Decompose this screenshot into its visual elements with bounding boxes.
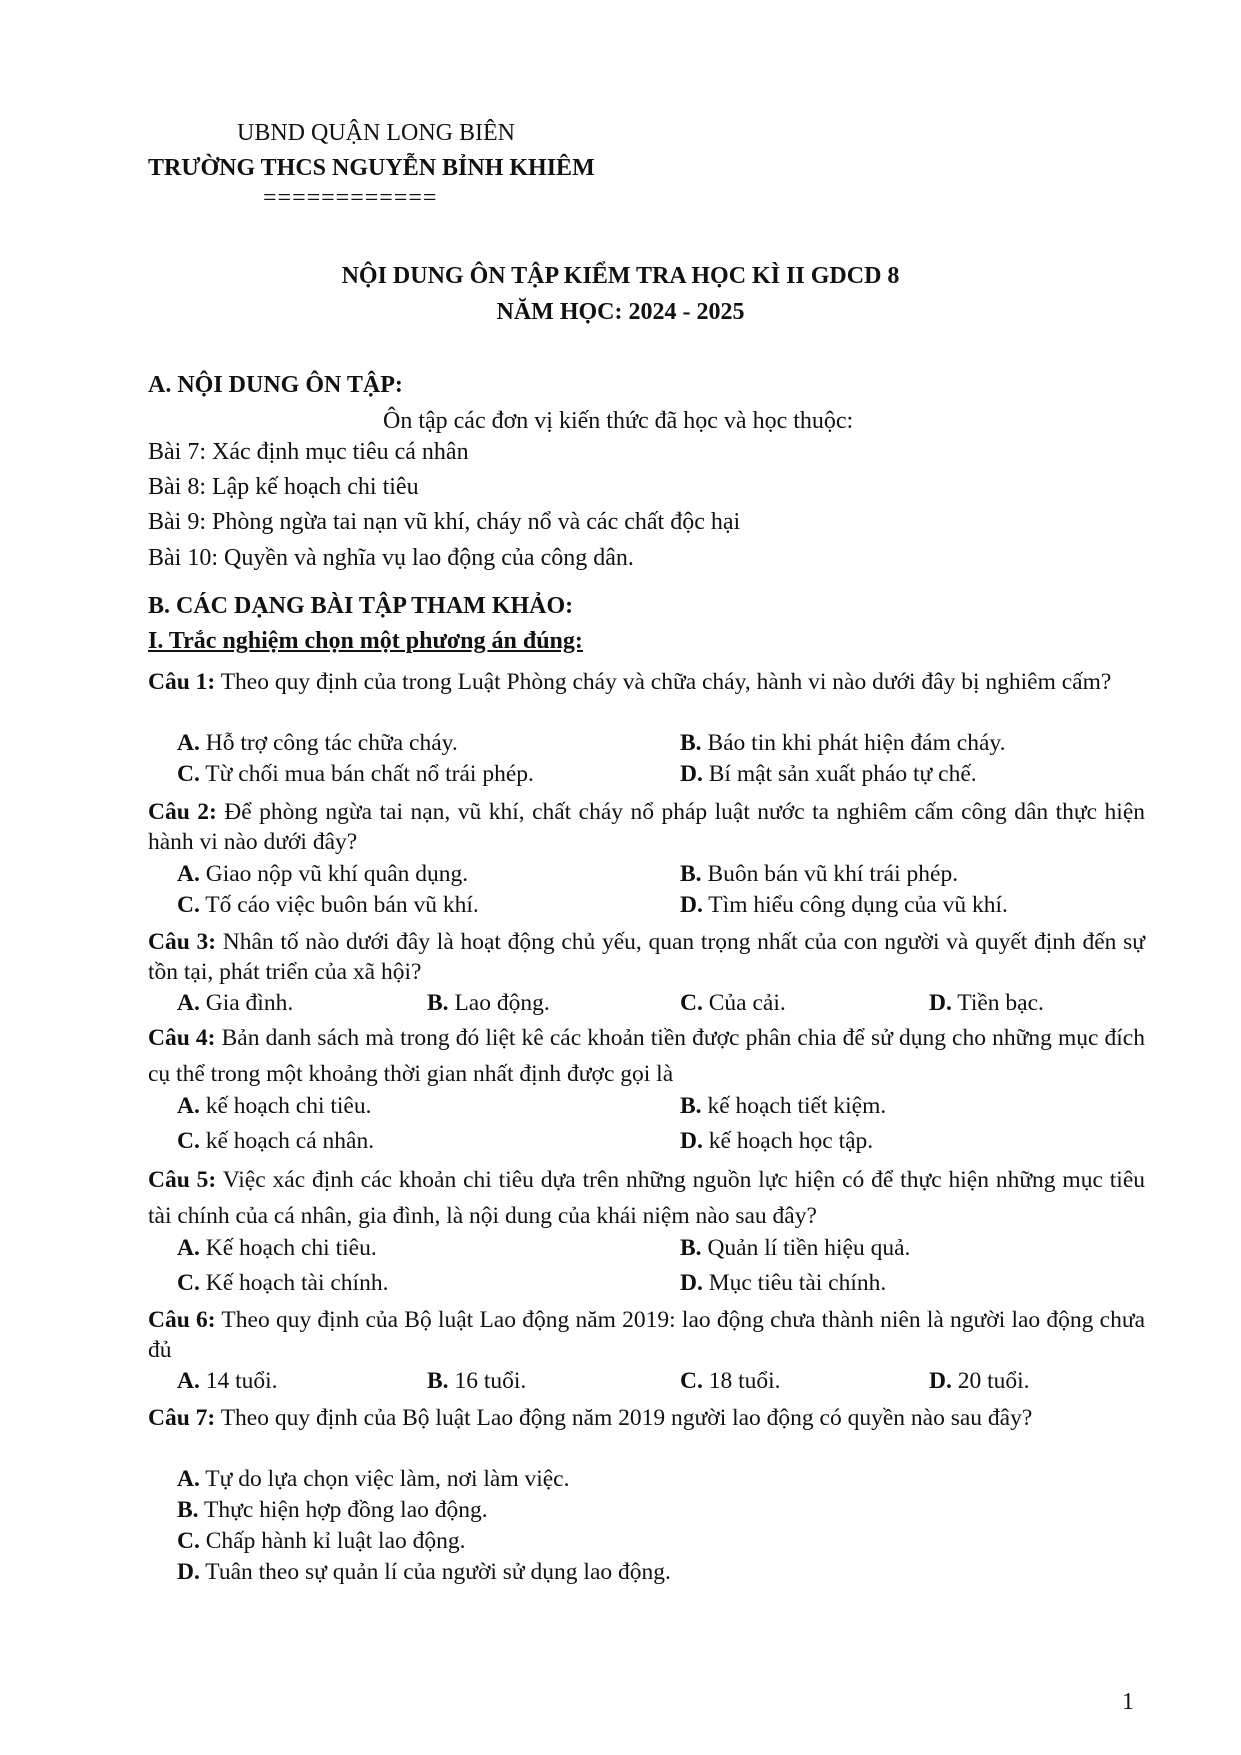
option-d: D. Mục tiêu tài chính. (680, 1270, 887, 1296)
page-number: 1 (1122, 1689, 1134, 1715)
section-b-subheading: I. Trắc nghiệm chọn một phương án đúng: (148, 628, 583, 654)
question-label: Câu 4: (148, 1025, 216, 1051)
question-label: Câu 7: (148, 1405, 216, 1431)
lesson-item: Bài 9: Phòng ngừa tai nạn vũ khí, cháy nổ và các chất độc hại (148, 509, 741, 535)
option-b: B. 16 tuổi. (427, 1368, 527, 1394)
option-a: A. Tự do lựa chọn việc làm, nơi làm việc. (177, 1466, 570, 1492)
option-a: A. 14 tuổi. (177, 1368, 278, 1394)
section-a-heading: A. NỘI DUNG ÔN TẬP: (148, 372, 403, 398)
question-7 (148, 1403, 1145, 1433)
option-a: A. Kế hoạch chi tiêu. (177, 1235, 377, 1261)
option-c: C. Tố cáo việc buôn bán vũ khí. (177, 892, 479, 918)
section-b-heading: B. CÁC DẠNG BÀI TẬP THAM KHẢO: (148, 593, 574, 619)
question-text: Theo quy định của trong Luật Phòng cháy và chữa cháy, hành vi nào dưới đây bị nghiêm cấm? (215, 669, 1112, 695)
question-3 (148, 927, 1145, 987)
question-1 (148, 667, 1145, 697)
section-a-intro: Ôn tập các đơn vị kiến thức đã học và học thuộc: (383, 408, 854, 434)
question-text: Việc xác định các khoản chi tiêu dựa trên những nguồn lực hiện có để thực hiện những mục tiêu tài chính của cá nhân, gia đình, là nội dung của khái niệm nào sau đây? (148, 1167, 1145, 1229)
option-b: B. kế hoạch tiết kiệm. (680, 1093, 887, 1119)
school-name: TRƯỜNG THCS NGUYỄN BỈNH KHIÊM (148, 155, 595, 181)
question-4 (148, 1020, 1145, 1092)
question-label: Câu 5: (148, 1167, 217, 1193)
option-a: A. Giao nộp vũ khí quân dụng. (177, 861, 469, 887)
question-text: Theo quy định của Bộ luật Lao động năm 2019: lao động chưa thành niên là người lao động chưa đủ (148, 1307, 1145, 1363)
question-text: Bản danh sách mà trong đó liệt kê các khoản tiền được phân chia để sử dụng cho những mục đích cụ thể trong một khoảng thời gian nhất định được gọi là (148, 1025, 1145, 1087)
question-label: Câu 3: (148, 929, 217, 955)
question-6 (148, 1305, 1145, 1365)
question-text: Nhân tố nào dưới đây là hoạt động chủ yếu, quan trọng nhất của con người và quyết định đến sự tồn tại, phát triển của xã hội? (148, 929, 1145, 985)
option-b: B. Báo tin khi phát hiện đám cháy. (680, 730, 1006, 756)
header-divider: ============ (263, 185, 438, 211)
question-2 (148, 797, 1145, 857)
option-c: C. Chấp hành kỉ luật lao động. (177, 1528, 466, 1554)
option-a: A. kế hoạch chi tiêu. (177, 1093, 372, 1119)
question-text: Theo quy định của Bộ luật Lao động năm 2019 người lao động có quyền nào sau đây? (215, 1405, 1033, 1431)
question-5 (148, 1162, 1145, 1234)
option-c: C. kế hoạch cá nhân. (177, 1128, 375, 1154)
option-c: C. 18 tuổi. (680, 1368, 781, 1394)
question-text: Để phòng ngừa tai nạn, vũ khí, chất cháy nổ pháp luật nước ta nghiêm cấm công dân thực hiện hành vi nào dưới đây? (148, 799, 1145, 855)
option-d: D. kế hoạch học tập. (680, 1128, 874, 1154)
option-b: B. Thực hiện hợp đồng lao động. (177, 1497, 488, 1523)
option-c: C. Của cải. (680, 990, 786, 1016)
option-d: D. Tiền bạc. (929, 990, 1044, 1016)
option-a: A. Gia đình. (177, 990, 294, 1016)
school-year: NĂM HỌC: 2024 - 2025 (496, 299, 745, 325)
option-b: B. Quản lí tiền hiệu quả. (680, 1235, 911, 1261)
option-b: B. Buôn bán vũ khí trái phép. (680, 861, 959, 887)
option-a: A. Hỗ trợ công tác chữa cháy. (177, 730, 458, 756)
option-b: B. Lao động. (427, 990, 550, 1016)
lesson-item: Bài 10: Quyền và nghĩa vụ lao động của công dân. (148, 545, 634, 571)
option-d: D. Bí mật sản xuất pháo tự chế. (680, 761, 977, 787)
option-d: D. Tuân theo sự quản lí của người sử dụng lao động. (177, 1559, 671, 1585)
option-c: C. Kế hoạch tài chính. (177, 1270, 389, 1296)
option-d: D. 20 tuổi. (929, 1368, 1030, 1394)
authority-name: UBND QUẬN LONG BIÊN (237, 120, 515, 146)
lesson-item: Bài 8: Lập kế hoạch chi tiêu (148, 474, 419, 500)
question-label: Câu 1: (148, 669, 216, 695)
question-label: Câu 6: (148, 1307, 216, 1333)
option-c: C. Từ chối mua bán chất nổ trái phép. (177, 761, 534, 787)
lesson-item: Bài 7: Xác định mục tiêu cá nhân (148, 439, 469, 465)
document-title: NỘI DUNG ÔN TẬP KIỂM TRA HỌC KÌ II GDCD 8 (341, 263, 900, 289)
question-label: Câu 2: (148, 799, 217, 825)
option-d: D. Tìm hiểu công dụng của vũ khí. (680, 892, 1008, 918)
